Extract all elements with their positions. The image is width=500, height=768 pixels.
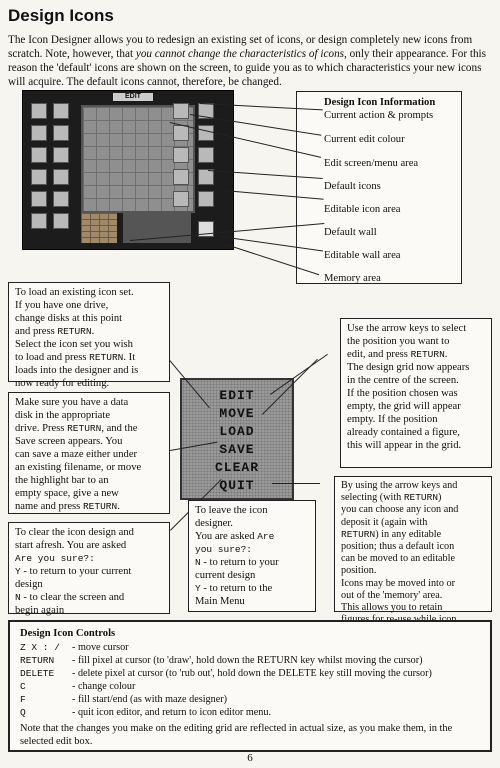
default-icon (31, 103, 47, 119)
control-key: Z X : / (20, 642, 60, 653)
info-item: Edit screen/menu area (324, 158, 419, 169)
control-desc: - move cursor (72, 642, 129, 653)
note-text: - to return to your (200, 557, 279, 568)
note-text: , and the (101, 423, 138, 434)
default-icon (31, 213, 47, 229)
editable-icon[interactable] (198, 191, 214, 207)
default-icon (53, 147, 69, 163)
note-text: and press (15, 326, 58, 337)
note-text: designer. (195, 518, 233, 529)
key-name: N (195, 557, 201, 568)
editable-icon[interactable] (173, 147, 189, 163)
note-text: this will appear in the grid. (347, 440, 462, 451)
menu-move[interactable]: MOVE (219, 406, 255, 421)
note-text: Save screen appears. You (15, 436, 123, 447)
note-text: ) in any editable (375, 528, 442, 540)
prompt-text: Are you sure?: (15, 553, 95, 564)
leader-line (270, 354, 328, 395)
info-labels-box (296, 91, 462, 284)
note-text: to load and press (15, 352, 90, 363)
note-text: disk in the appropriate (15, 410, 111, 421)
note-text: begin again (15, 605, 65, 616)
control-desc: - quit icon editor, and return to icon editor menu. (72, 707, 272, 718)
move-note (334, 476, 492, 612)
default-icon (31, 169, 47, 185)
note-text: ) (438, 492, 442, 504)
note-text: empty. If the position (347, 414, 438, 425)
note-text: Make sure you have a data (15, 397, 129, 408)
note-text: edit, and press (347, 349, 411, 360)
key-name: RETURN (341, 528, 376, 540)
control-desc: - change colour (72, 681, 136, 692)
note-text: out of the 'memory' area. (341, 589, 443, 601)
note-text: in the centre of the screen. (347, 375, 459, 386)
prompt-text: Are (257, 531, 275, 542)
info-item: Current edit colour (324, 134, 405, 145)
default-icon (31, 147, 47, 163)
control-key: F (20, 694, 26, 705)
control-desc: - fill pixel at cursor (to 'draw', hold down the RETURN key whilst moving the cursor) (72, 655, 423, 666)
editable-icon[interactable] (173, 103, 189, 119)
note-text: - to clear the screen and (20, 592, 125, 603)
default-icon (53, 191, 69, 207)
note-text: . It (123, 352, 136, 363)
note-text: You are asked (195, 531, 258, 542)
control-row (20, 667, 432, 680)
default-icon (53, 125, 69, 141)
default-icon (53, 103, 69, 119)
note-text: design (15, 579, 43, 590)
note-text: This allows you to retain (341, 602, 443, 614)
leader-line (272, 483, 320, 484)
note-text: Use the arrow keys to select (347, 323, 467, 334)
page-title: Design Icons (8, 6, 114, 25)
control-key: C (20, 681, 26, 692)
edit-note (340, 318, 492, 468)
default-icon (31, 125, 47, 141)
intro-text-1: The Icon Designer allows you to redesign an existing set of icons, or design completely new icons from scratch. Note, however, that (8, 34, 473, 60)
intro-italic: you cannot change the characteristics of icons (135, 48, 345, 60)
note-text: an existing filename, or move (15, 462, 142, 473)
default-icon (31, 191, 47, 207)
note-text: - to return to the (200, 583, 273, 594)
note-text: selecting (with (341, 492, 404, 504)
note-text: name and press (15, 501, 83, 512)
intro-text-2: , only their appearance. For this reason the 'default' icons are shown on the screen, to guide you as to which characteristics your new icons will acquire. The default icons cannot, therefore, be changed. (8, 48, 487, 88)
key-name: RETURN (57, 326, 92, 337)
page-number: 6 (247, 752, 253, 764)
note-text: - to return to your current (20, 566, 132, 577)
note-text: the position you want to (347, 336, 450, 347)
intro-paragraph (8, 33, 494, 89)
key-name: Y (15, 566, 21, 577)
load-note (8, 282, 170, 389)
controls-heading: Design Icon Controls (20, 628, 116, 639)
note-text: The design grid now appears (347, 362, 470, 373)
default-wall (81, 213, 117, 243)
note-text: position. (341, 565, 377, 577)
note-text: Icons may be moved into or (341, 577, 456, 589)
editable-icon[interactable] (173, 125, 189, 141)
quit-note (188, 500, 316, 612)
note-text: By using the arrow keys and (341, 480, 458, 491)
control-row (20, 680, 135, 693)
control-key: DELETE (20, 668, 55, 679)
note-text: . (117, 501, 120, 512)
menu-clear[interactable]: CLEAR (214, 460, 259, 475)
controls-footer: Note that the changes you make on the editing grid are reflected in actual size, as you make them, in the selected edit box. (20, 723, 453, 747)
editable-icon[interactable] (198, 125, 214, 141)
key-name: RETURN (82, 501, 118, 512)
info-heading: Design Icon Information (324, 97, 436, 108)
note-text: deposit it (again with (341, 516, 428, 528)
menu-edit[interactable]: EDIT (219, 388, 255, 403)
key-name: N (15, 592, 21, 603)
control-key: RETURN (20, 655, 55, 666)
note-text: the highlight bar to an (15, 475, 109, 486)
note-text: current design (195, 570, 256, 581)
editable-icon[interactable] (173, 169, 189, 185)
note-text: Select the icon set you wish (15, 339, 133, 350)
icon-menu-screen (180, 378, 294, 500)
note-text: can save a maze either under (15, 449, 138, 460)
note-text: . (444, 349, 448, 360)
default-icon (53, 213, 69, 229)
key-name: RETURN (403, 492, 439, 504)
editable-icon[interactable] (198, 147, 214, 163)
note-text: now ready for editing. (15, 378, 110, 389)
note-text: change disks at this point (15, 313, 123, 324)
menu-save[interactable]: SAVE (219, 442, 255, 457)
note-text: drive. Press (15, 423, 68, 434)
info-item: Editable icon area (324, 204, 401, 215)
note-text: To leave the icon (195, 505, 268, 516)
info-item: Memory area (324, 273, 381, 284)
note-text: start afresh. You are asked (15, 540, 127, 551)
designer-screenshot (22, 90, 234, 250)
note-text: you can choose any icon and (341, 504, 459, 516)
menu-quit[interactable]: QUIT (219, 478, 255, 493)
info-item: Default icons (324, 181, 381, 192)
controls-box (8, 620, 492, 752)
default-icon (53, 169, 69, 185)
screen-header: EDIT (113, 93, 153, 101)
control-key: Q (20, 707, 26, 718)
note-text: To load an existing icon set. (15, 287, 134, 298)
note-text: Main Menu (195, 596, 245, 607)
info-item: Editable wall area (324, 250, 401, 261)
save-note (8, 392, 170, 514)
control-desc: - fill start/end (as with maze designer) (72, 694, 228, 705)
note-text: empty, the grid will appear (347, 401, 461, 412)
editable-icon[interactable] (198, 169, 214, 185)
key-name: Y (195, 583, 201, 594)
key-name: RETURN (89, 352, 124, 363)
key-name: RETURN (67, 423, 102, 434)
note-text: . (91, 326, 95, 337)
note-text: loads into the designer and is (15, 365, 139, 376)
control-row (20, 693, 227, 706)
menu-load[interactable]: LOAD (219, 424, 255, 439)
note-text: position; thus a default icon (341, 541, 455, 553)
prompt-text: you sure?: (195, 544, 253, 555)
note-text: already contained a figure, (347, 427, 460, 438)
control-row (20, 706, 271, 719)
note-text: To clear the icon design and (15, 527, 134, 538)
control-row (20, 641, 129, 654)
note-text: If the position chosen was (347, 388, 458, 399)
note-text: can be moved to an editable (341, 553, 455, 565)
clear-note (8, 522, 170, 614)
control-desc: - delete pixel at cursor (to 'rub out', hold down the DELETE key still moving the cursor) (72, 668, 432, 679)
note-text: If you have one drive, (15, 300, 109, 311)
note-text: empty space, give a new (15, 488, 119, 499)
editable-icon[interactable] (173, 191, 189, 207)
control-row (20, 654, 423, 667)
info-item: Current action & prompts (324, 110, 434, 121)
key-name: RETURN (410, 349, 445, 360)
info-item: Default wall (324, 227, 377, 238)
